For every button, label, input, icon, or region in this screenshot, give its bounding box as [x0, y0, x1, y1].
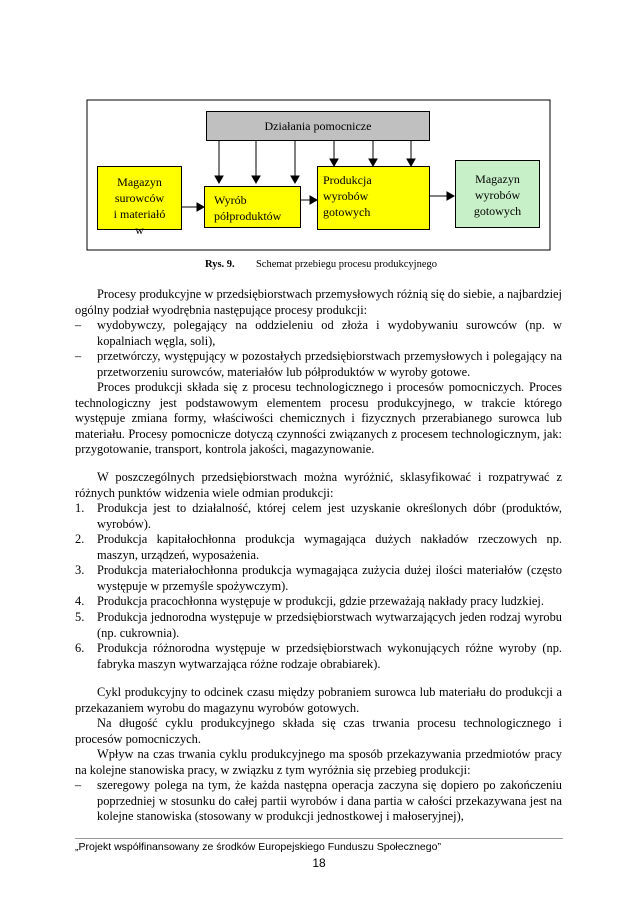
list-item-text: Produkcja jednorodna występuje w przedsiębiorstwach wytwarzających jeden rodzaj wyrobu (np. cukrownia).: [97, 610, 562, 640]
box-label-line: Magazyn: [117, 175, 162, 189]
paragraph-proces: Proces produkcji składa się z procesu technologicznego i procesów pomocniczych. Proces technologiczny jest podstawowym elementem procesu produkcyjnego, w trakcie którego występuje zmiana formy, właściwości chemicznych i fizycznych przerabianego surowca lub materiału. Procesy pomocnicze dotyczą czynności związanych z procesem technologicznym, jak: przygotowanie, transport, kontrola jakości, magazynowanie.: [75, 380, 562, 457]
caption-label: Rys. 9.: [205, 259, 235, 270]
list-item-text: Produkcja jest to działalność, której celem jest uzyskanie określonych dóbr (produktów, wyrobów).: [97, 501, 562, 531]
box-label-line: półproduktów: [214, 209, 282, 223]
dash-item-text: wydobywczy, polegający na oddzieleniu od złoża i wydobywaniu surowców (np. w kopalniach węgla, soli),: [97, 318, 562, 348]
dash-item-wydobywczy: [75, 318, 562, 349]
arrow-5-head: [369, 159, 377, 166]
dash-item-przetworczy: [75, 349, 562, 380]
box-label-line: Wyrób: [214, 193, 247, 207]
dash-item-text: przetwórczy, występujący w pozostałych przedsiębiorstwach przemysłowych i polegający na przetworzeniu surowców, materiałów lub półproduktów w wyroby gotowe.: [97, 349, 562, 379]
box-label-line: wyrobów: [474, 188, 521, 202]
box-label-line: gotowych: [323, 205, 371, 219]
list-item-text: Produkcja różnorodna występuje w przedsiębiorstwach wykonujących różne wyroby (np. fabryka maszyn wytwarzająca różne rodzaje obrabiarek).: [97, 641, 562, 671]
list-item-text: Produkcja kapitałochłonna produkcja wymagająca dużych nakładów rzeczowych np. maszyn, urządzeń, wyposażenia.: [97, 532, 562, 562]
box-label-line: Produkcja: [323, 173, 372, 187]
footer-divider: [75, 838, 563, 839]
list-item-text: Produkcja pracochłonna występuje w produkcji, gdzie przeważają nakłady pracy ludzkiej.: [97, 594, 544, 608]
figure-caption: [205, 259, 437, 270]
arrow-flow-1-head: [197, 203, 204, 211]
list-item-text: Produkcja materiałochłonna produkcja wymagająca zużycia dużej ilości materiałów (często występuje w przemyśle spożywczym).: [97, 563, 562, 593]
box-label: Działania pomocnicze: [264, 119, 372, 133]
paragraph-dlugosc: Na długość cyklu produkcyjnego składa się czas trwania procesu technologicznego i procesów pomocniczych.: [75, 716, 562, 746]
paragraph-cykl: Cykl produkcyjny to odcinek czasu między pobraniem surowca lub materiału do produkcji a przekazaniem wyrobu do magazynu wyrobów gotowych.: [75, 685, 562, 715]
list-number: 3.: [75, 563, 85, 577]
page-number: 18: [312, 856, 326, 870]
paragraph-wplyw: Wpływ na czas trwania cyklu produkcyjnego ma sposób przekazywania przedmiotów pracy na kolejne stanowiska pracy, w związku z tym wyróżnia się przebieg produkcji:: [75, 747, 562, 777]
box-label-line: Magazyn: [475, 172, 520, 186]
list-item: [75, 641, 562, 672]
list-item: [75, 563, 562, 594]
box-label-line: i materiałó: [113, 207, 166, 221]
paragraph-odmiany: W poszczególnych przedsiębiorstwach można wyróżnić, sklasyfikować i rozpatrywać z różnych punktów widzenia wiele odmian produkcji:: [75, 470, 562, 500]
dash-marker: –: [75, 349, 82, 363]
caption-text: Schemat przebiegu procesu produkcyjnego: [255, 259, 438, 270]
list-item: [75, 594, 562, 610]
arrow-flow-3-head: [447, 192, 454, 200]
list-number: 4.: [75, 594, 85, 608]
list-item: [75, 610, 562, 641]
box-magazyn-surowcow: [97, 166, 182, 237]
arrow-flow-2-head: [310, 196, 317, 204]
box-dzialania-pomocnicze: [206, 111, 430, 141]
arrow-3-head: [291, 176, 299, 183]
box-produkcja-wyrobow: [317, 166, 430, 230]
dash-marker: –: [75, 318, 82, 332]
arrow-2-head: [252, 176, 260, 183]
dash-item-szeregowy: [75, 778, 562, 825]
box-label-line: gotowych: [473, 204, 522, 218]
list-number: 2.: [75, 532, 85, 546]
box-label-line: surowców: [114, 191, 165, 205]
box-magazyn-wyrobow: [455, 160, 540, 228]
box-label-line: w: [135, 223, 144, 237]
list-number: 6.: [75, 641, 85, 655]
dash-marker: –: [75, 778, 82, 792]
arrow-1-head: [215, 176, 223, 183]
list-number: 1.: [75, 501, 85, 515]
list-item: [75, 532, 562, 563]
list-number: 5.: [75, 610, 85, 624]
arrow-4-head: [330, 159, 338, 166]
box-label-line: wyrobów: [323, 189, 369, 203]
list-item: [75, 501, 562, 532]
paragraph-intro: Procesy produkcyjne w przedsiębiorstwach przemysłowych różnią się do siebie, a najbardziej ogólny podział wyodrębnia następujące procesy produkcji:: [75, 287, 562, 317]
box-wyrob-polproduktow: [204, 186, 301, 228]
dash-item-text: szeregowy polega na tym, że każda następna operacja zaczyna się dopiero po zakończeniu poprzedniej w stosunku do całej partii wyrobów i dana partia w całości przekazywana jest na kolejne stanowiska (stosowany w produkcji jednostkowej i małoseryjnej),: [97, 778, 562, 824]
footer-text: „Projekt współfinansowany ze środków Europejskiego Funduszu Społecznego”: [75, 841, 441, 853]
arrow-6-head: [407, 159, 415, 166]
